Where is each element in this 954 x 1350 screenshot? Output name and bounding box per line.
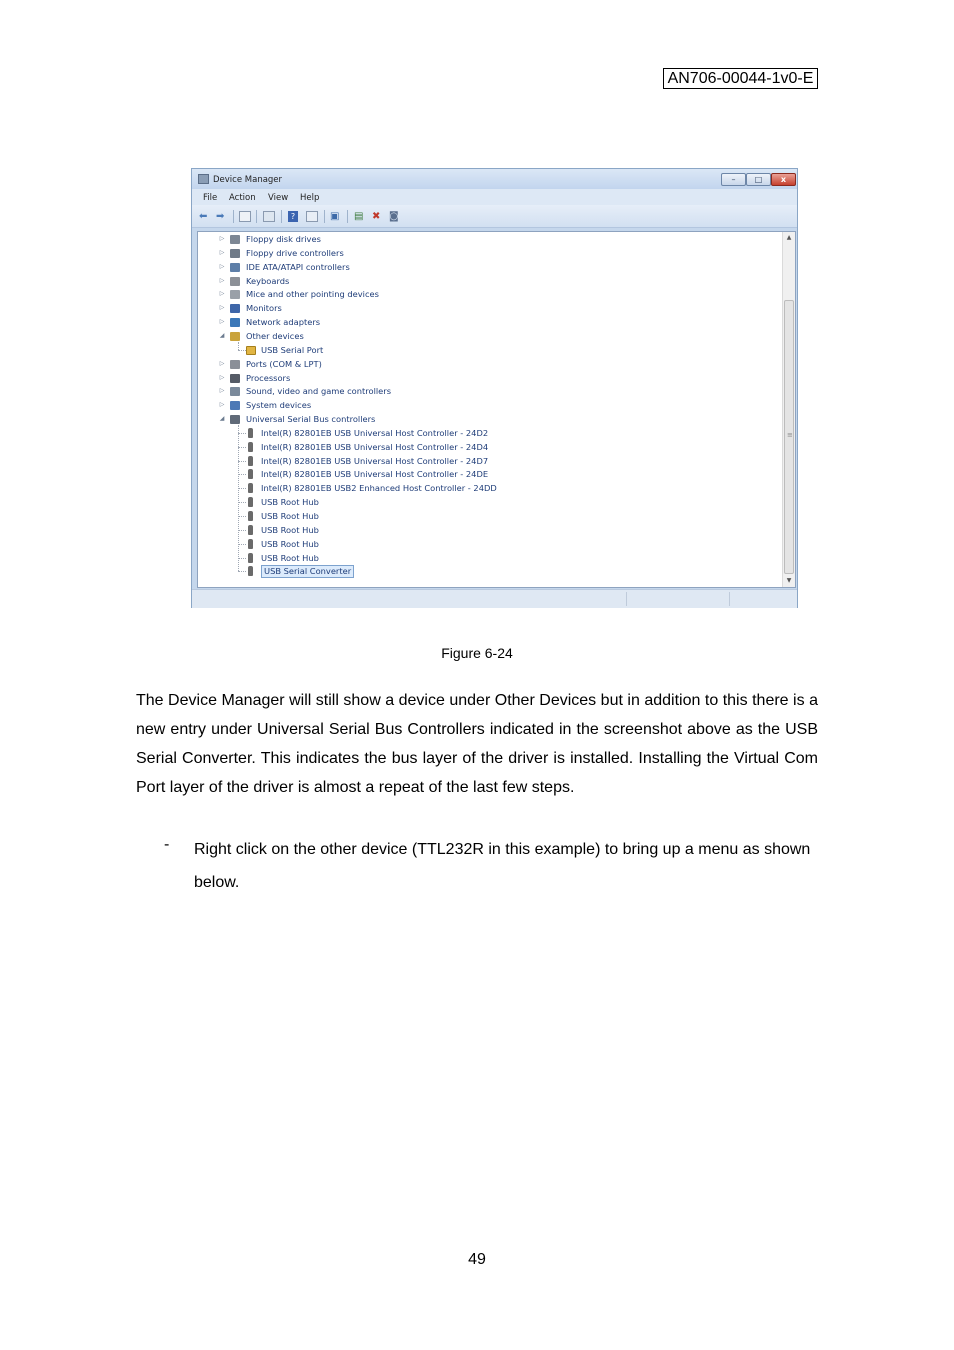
tree-connector bbox=[238, 544, 246, 545]
expand-arrow-icon[interactable]: ▷ bbox=[219, 318, 225, 326]
usb-plug-icon bbox=[248, 566, 253, 576]
collapse-arrow-icon[interactable]: ◢ bbox=[219, 415, 225, 423]
update-driver-icon[interactable]: ▤ bbox=[354, 211, 364, 222]
toolbar-separator bbox=[347, 210, 348, 223]
tree-label: Processors bbox=[246, 372, 291, 383]
usb-plug-icon bbox=[248, 469, 253, 479]
expand-arrow-icon[interactable]: ▷ bbox=[219, 290, 225, 298]
disable-icon[interactable]: ◙ bbox=[389, 211, 399, 222]
tree-connector bbox=[238, 447, 246, 448]
tree-label: Universal Serial Bus controllers bbox=[246, 414, 376, 425]
device-category-icon bbox=[230, 360, 240, 369]
back-arrow-icon[interactable]: ⬅ bbox=[199, 211, 208, 222]
forward-arrow-icon[interactable]: ➡ bbox=[216, 211, 225, 222]
tree-label: Intel(R) 82801EB USB Universal Host Controller - 24D7 bbox=[261, 455, 489, 466]
expand-arrow-icon[interactable]: ▷ bbox=[219, 401, 225, 409]
uninstall-icon[interactable]: ✖ bbox=[372, 211, 381, 222]
tree-connector bbox=[238, 474, 246, 475]
usb-plug-icon bbox=[248, 456, 253, 466]
tree-label: Intel(R) 82801EB USB2 Enhanced Host Controller - 24DD bbox=[261, 483, 497, 494]
tree-connector bbox=[238, 516, 246, 517]
device-manager-icon bbox=[198, 174, 209, 184]
document-id: AN706-00044-1v0-E bbox=[663, 68, 818, 89]
scroll-up-arrow-icon[interactable]: ▲ bbox=[786, 234, 792, 241]
bullet-marker: - bbox=[164, 836, 170, 853]
tree-label: Monitors bbox=[246, 303, 282, 314]
device-category-icon bbox=[230, 415, 240, 424]
toolbar-separator bbox=[233, 210, 234, 223]
toolbar bbox=[192, 205, 797, 228]
close-button[interactable]: x bbox=[771, 173, 796, 186]
expand-arrow-icon[interactable]: ▷ bbox=[219, 373, 225, 381]
device-manager-window bbox=[191, 168, 798, 608]
usb-plug-icon bbox=[248, 539, 253, 549]
expand-arrow-icon[interactable]: ▷ bbox=[219, 387, 225, 395]
tree-label: Intel(R) 82801EB USB Universal Host Controller - 24D4 bbox=[261, 441, 489, 452]
tree-connector bbox=[238, 433, 246, 434]
device-category-icon bbox=[230, 374, 240, 383]
tree-label: Keyboards bbox=[246, 275, 290, 286]
tree-connector bbox=[238, 488, 246, 489]
tree-label: Ports (COM & LPT) bbox=[246, 358, 322, 369]
tree-connector bbox=[238, 342, 239, 350]
bullet-text: Right click on the other device (TTL232R in this example) to bring up a menu as shown below. bbox=[194, 841, 811, 891]
status-divider bbox=[626, 592, 627, 606]
collapse-arrow-icon[interactable]: ◢ bbox=[219, 331, 225, 339]
title-bar[interactable] bbox=[192, 169, 797, 189]
usb-plug-icon bbox=[248, 442, 253, 452]
device-category-icon bbox=[230, 304, 240, 313]
usb-plug-icon bbox=[248, 553, 253, 563]
device-category-icon bbox=[230, 318, 240, 327]
menu-action[interactable]: Action bbox=[229, 193, 256, 203]
device-category-icon bbox=[230, 401, 240, 410]
scroll-thumb[interactable] bbox=[784, 300, 794, 574]
menu-bar bbox=[192, 189, 797, 205]
device-category-icon bbox=[230, 263, 240, 272]
toolbar-separator bbox=[281, 210, 282, 223]
tree-label: USB Root Hub bbox=[261, 497, 319, 508]
usb-plug-icon bbox=[248, 428, 253, 438]
tree-connector bbox=[238, 558, 246, 559]
tree-label: Intel(R) 82801EB USB Universal Host Controller - 24D2 bbox=[261, 427, 489, 438]
tree-label: Intel(R) 82801EB USB Universal Host Controller - 24DE bbox=[261, 469, 489, 480]
usb-plug-icon bbox=[248, 497, 253, 507]
device-category-icon bbox=[230, 290, 240, 299]
tree-label: Floppy disk drives bbox=[246, 234, 321, 244]
expand-arrow-icon[interactable]: ▷ bbox=[219, 262, 225, 270]
scan-hardware-icon[interactable]: ▣ bbox=[330, 211, 340, 222]
tree-label: System devices bbox=[246, 400, 312, 411]
tree-label: IDE ATA/ATAPI controllers bbox=[246, 261, 350, 272]
device-category-icon bbox=[230, 277, 240, 286]
tree-label: USB Root Hub bbox=[261, 538, 319, 549]
minimize-button[interactable]: – bbox=[721, 173, 746, 186]
expand-arrow-icon[interactable]: ▷ bbox=[219, 276, 225, 284]
device-category-icon bbox=[230, 387, 240, 396]
toolbar-separator bbox=[256, 210, 257, 223]
selected-tree-label: USB Serial Converter bbox=[261, 565, 354, 578]
unknown-device-icon bbox=[246, 346, 256, 355]
device-tree[interactable] bbox=[197, 231, 796, 588]
usb-plug-icon bbox=[248, 483, 253, 493]
usb-plug-icon bbox=[248, 525, 253, 535]
expand-arrow-icon[interactable]: ▷ bbox=[219, 304, 225, 312]
menu-help[interactable]: Help bbox=[300, 193, 320, 203]
menu-view[interactable]: View bbox=[268, 193, 289, 203]
tree-connector bbox=[238, 571, 246, 572]
maximize-button[interactable]: □ bbox=[746, 173, 771, 186]
expand-arrow-icon[interactable]: ▷ bbox=[219, 235, 225, 242]
tree-connector bbox=[238, 425, 239, 571]
display-icon[interactable] bbox=[306, 211, 318, 222]
tree-label: Network adapters bbox=[246, 317, 321, 328]
tree-label: USB Root Hub bbox=[261, 524, 319, 535]
tree-label: USB Root Hub bbox=[261, 552, 319, 563]
tree-connector bbox=[238, 530, 246, 531]
help-icon[interactable]: ? bbox=[288, 211, 298, 222]
menu-file[interactable]: File bbox=[203, 193, 218, 203]
status-bar bbox=[192, 589, 797, 608]
grip-icon: ≡ bbox=[787, 431, 793, 439]
device-category-icon bbox=[230, 235, 240, 244]
page-number: 49 bbox=[468, 1251, 486, 1268]
vertical-scrollbar[interactable] bbox=[782, 232, 795, 587]
tree-label: USB Root Hub bbox=[261, 511, 319, 521]
tree-label: Floppy drive controllers bbox=[246, 247, 344, 258]
device-category-icon bbox=[230, 249, 240, 258]
tree-label: Mice and other pointing devices bbox=[246, 289, 379, 300]
device-category-icon bbox=[230, 332, 240, 341]
expand-arrow-icon[interactable]: ▷ bbox=[219, 359, 225, 367]
tree-label: Sound, video and game controllers bbox=[246, 386, 392, 397]
body-paragraph: The Device Manager will still show a device under Other Devices but in addition to this there is a new entry under Universal Serial Bus Controllers indicated in the screenshot above as the USB Serial Converter. This indicates the bus layer of the driver is installed. Installing the Virtual Com Port layer of the driver is almost a repeat of the last few steps. bbox=[136, 692, 818, 796]
tree-label: Other devices bbox=[246, 330, 304, 341]
scroll-down-arrow-icon[interactable]: ▼ bbox=[786, 577, 792, 584]
status-divider bbox=[729, 592, 730, 606]
tree-connector bbox=[238, 461, 246, 462]
figure-caption: Figure 6-24 bbox=[441, 645, 513, 661]
usb-plug-icon bbox=[248, 511, 253, 521]
tree-connector bbox=[238, 350, 246, 351]
device-window-icon[interactable] bbox=[263, 211, 275, 222]
tree-connector bbox=[238, 502, 246, 503]
toolbar-separator bbox=[324, 210, 325, 223]
tree-label: USB Serial Port bbox=[261, 344, 324, 355]
window-title: Device Manager bbox=[213, 175, 283, 185]
expand-arrow-icon[interactable]: ▷ bbox=[219, 248, 225, 256]
properties-list-icon[interactable] bbox=[239, 211, 251, 222]
